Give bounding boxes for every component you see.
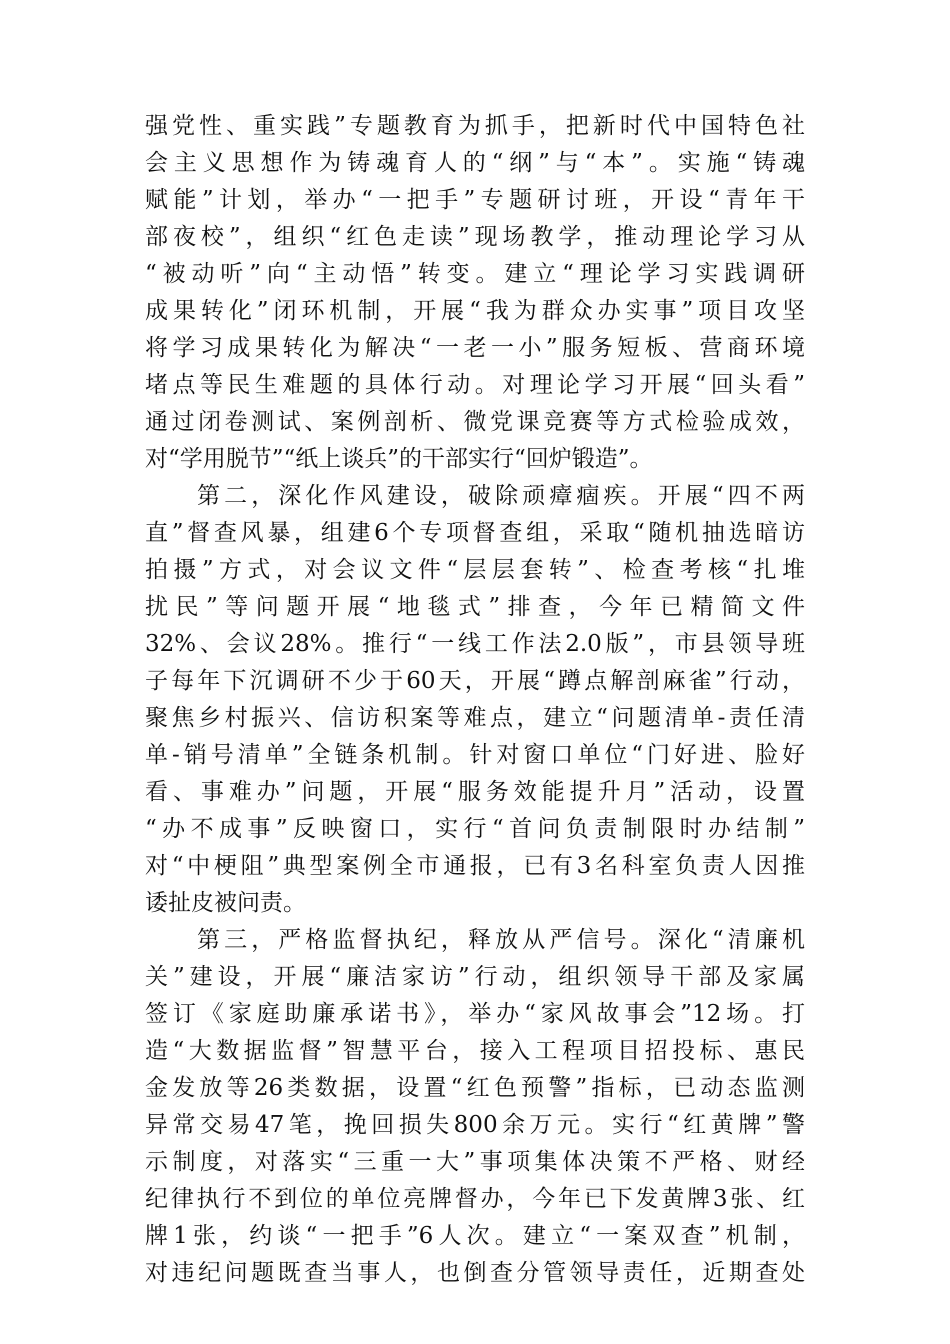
text-line: 强党性、重实践”专题教育为抓手，把新时代中国特色社 <box>145 113 805 139</box>
text-line: 堵点等民生难题的具体行动。对理论学习开展“回头看” <box>145 372 805 398</box>
text-line: 部夜校”，组织“红色走读”现场教学，推动理论学习从 <box>145 224 805 250</box>
text-line: 牌1张，约谈“一把手”6人次。建立“一案双查”机制， <box>145 1223 805 1249</box>
text-line: 扰民”等问题开展“地毯式”排查，今年已精简文件 <box>145 594 805 620</box>
text-line: 造“大数据监督”智慧平台，接入工程项目招投标、惠民 <box>145 1038 805 1064</box>
document-page <box>145 108 805 1292</box>
text-line: 成果转化”闭环机制，开展“我为群众办实事”项目攻坚 <box>145 298 805 324</box>
text-line: 直”督查风暴，组建6个专项督查组，采取“随机抽选暗访 <box>145 520 805 546</box>
text-line: 会主义思想作为铸魂育人的“纲”与“本”。实施“铸魂 <box>145 150 805 176</box>
text-line: 示制度，对落实“三重一大”事项集体决策不严格、财经 <box>145 1149 805 1175</box>
text-line: 第三，严格监督执纪，释放从严信号。深化“清廉机 <box>197 927 805 953</box>
text-line: “办不成事”反映窗口，实行“首问负责制限时办结制” <box>145 816 805 842</box>
text-line: 单-销号清单”全链条机制。针对窗口单位“门好进、脸好 <box>145 742 805 768</box>
text-line: 对“学用脱节”“纸上谈兵”的干部实行“回炉锻造”。 <box>145 446 653 472</box>
text-line: 聚焦乡村振兴、信访积案等难点，建立“问题清单-责任清 <box>145 705 805 731</box>
paragraph-3 <box>145 922 805 1292</box>
text-line: 32%、会议28%。推行“一线工作法2.0版”，市县领导班 <box>145 631 805 657</box>
text-line: 将学习成果转化为解决“一老一小”服务短板、营商环境 <box>145 335 805 361</box>
text-line: 第二，深化作风建设，破除顽瘴痼疾。开展“四不两 <box>197 483 805 509</box>
text-line: 看、事难办”问题，开展“服务效能提升月”活动，设置 <box>145 779 805 805</box>
text-line: 纪律执行不到位的单位亮牌督办，今年已下发黄牌3张、红 <box>145 1186 805 1212</box>
text-line: “被动听”向“主动悟”转变。建立“理论学习实践调研 <box>145 261 805 287</box>
text-line: 对违纪问题既查当事人，也倒查分管领导责任，近期查处 <box>145 1260 805 1286</box>
paragraph-1 <box>145 108 805 478</box>
text-line: 异常交易47笔，挽回损失800余万元。实行“红黄牌”警 <box>145 1112 805 1138</box>
text-line: 关”建设，开展“廉洁家访”行动，组织领导干部及家属 <box>145 964 805 990</box>
text-line: 签订《家庭助廉承诺书》，举办“家风故事会”12场。打 <box>145 1001 805 1027</box>
text-line: 子每年下沉调研不少于60天，开展“蹲点解剖麻雀”行动， <box>145 668 805 694</box>
text-line: 赋能”计划，举办“一把手”专题研讨班，开设“青年干 <box>145 187 805 213</box>
text-line: 金发放等26类数据，设置“红色预警”指标，已动态监测 <box>145 1075 805 1101</box>
text-line: 诿扯皮被问责。 <box>145 890 306 916</box>
text-line: 拍摄”方式，对会议文件“层层套转”、检查考核“扎堆 <box>145 557 805 583</box>
text-line: 对“中梗阻”典型案例全市通报，已有3名科室负责人因推 <box>145 853 805 879</box>
text-line: 通过闭卷测试、案例剖析、微党课竞赛等方式检验成效， <box>145 409 805 435</box>
paragraph-2 <box>145 478 805 922</box>
